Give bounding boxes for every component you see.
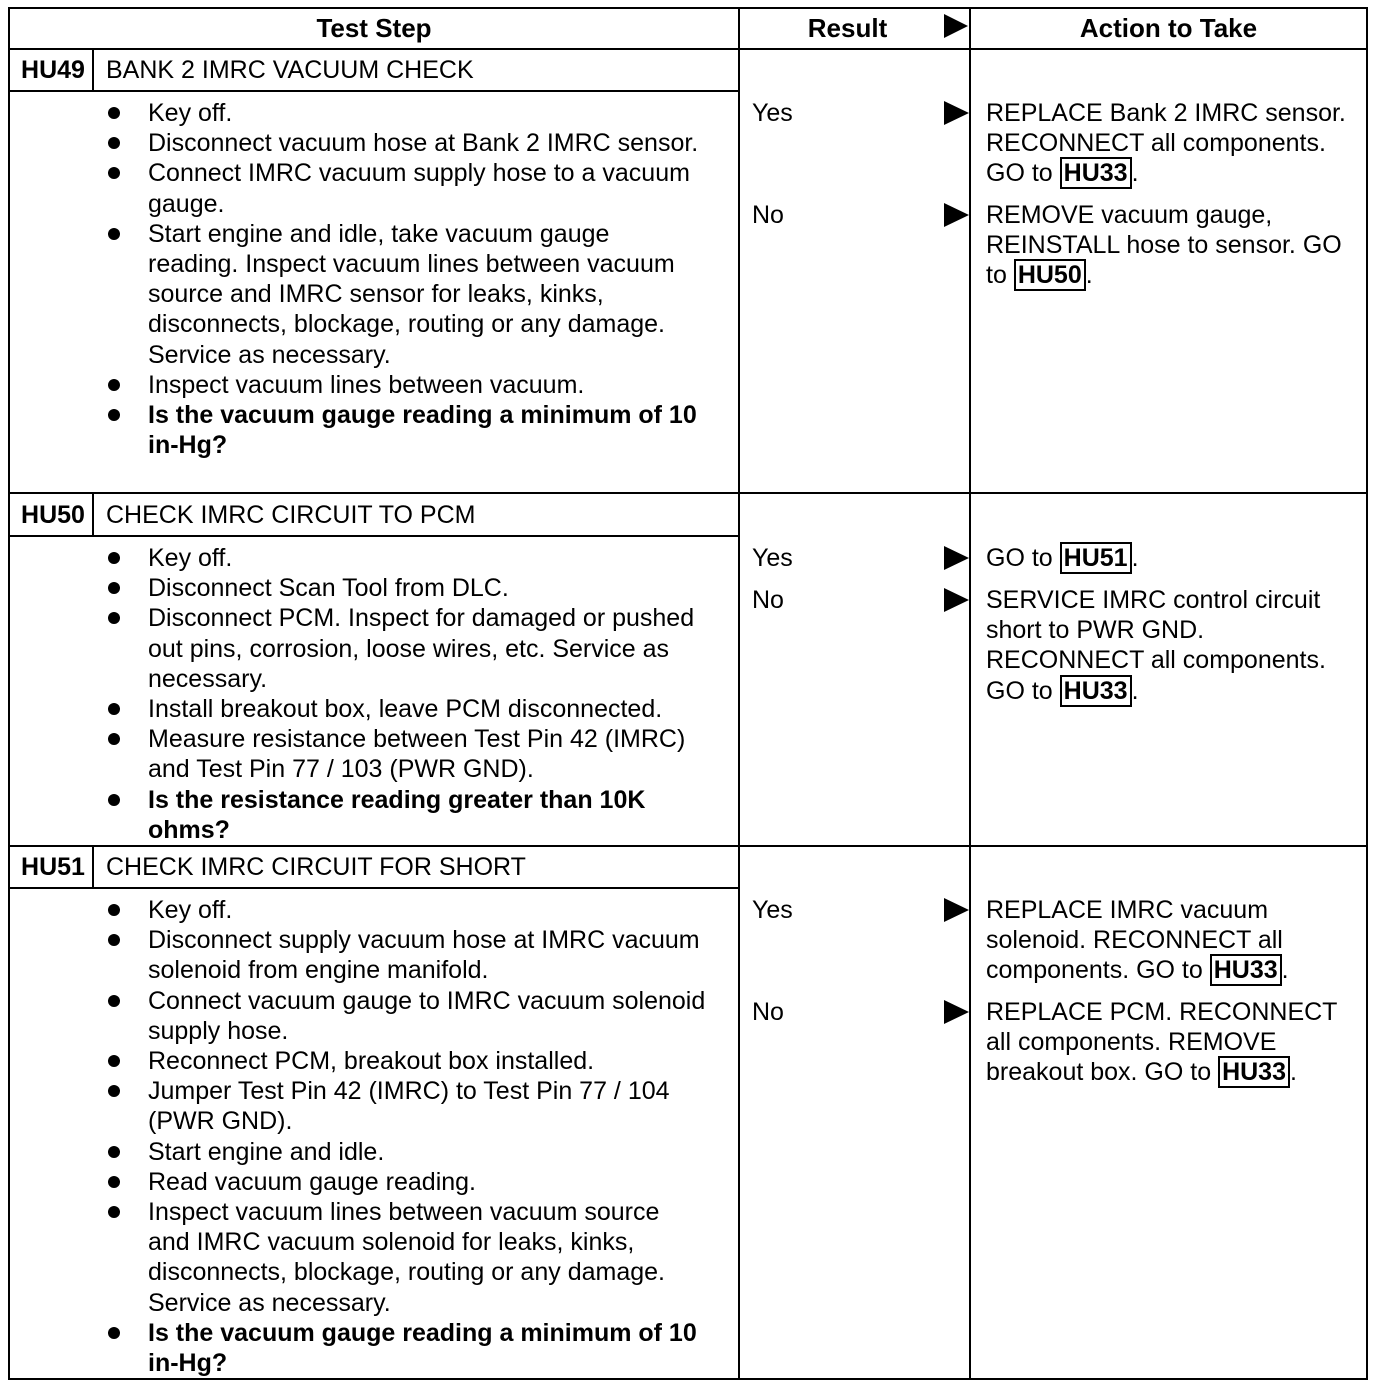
action-no xyxy=(986,200,1362,291)
action-text: REPLACE IMRC vacuum solenoid. RECONNECT all components. GO to xyxy=(986,896,1283,985)
step-question: Is the vacuum gauge reading a minimum of 10 in-Hg? xyxy=(106,1318,706,1378)
step-id: HU50 xyxy=(21,501,85,529)
arrow-right-icon xyxy=(944,14,968,38)
step-reference-link[interactable]: HU51 xyxy=(1060,542,1132,574)
action-text: SERVICE IMRC control circuit short to PWR GND. RECONNECT all components. GO to xyxy=(986,586,1326,705)
column-divider-action xyxy=(969,7,971,1380)
step-id-separator xyxy=(92,847,94,887)
action-text: REPLACE PCM. RECONNECT all components. REMOVE breakout box. GO to xyxy=(986,998,1337,1087)
table-border-bottom xyxy=(8,1378,1368,1380)
result-yes-label: Yes xyxy=(752,99,793,127)
step-title-underline xyxy=(8,887,738,889)
step-reference-link[interactable]: HU33 xyxy=(1210,954,1282,986)
instruction-item: Inspect vacuum lines between vacuum. xyxy=(106,370,706,400)
step-reference-link[interactable]: HU33 xyxy=(1060,157,1132,189)
table-border-right xyxy=(1366,7,1368,1380)
instruction-item: Start engine and idle, take vacuum gauge reading. Inspect vacuum lines between vacuum source and IMRC sensor for leaks, kinks, disconnects, blockage, routing or any damage. Service as necessary. xyxy=(106,219,706,370)
instruction-item: Key off. xyxy=(106,98,706,128)
action-yes xyxy=(986,98,1362,189)
action-end: . xyxy=(1085,261,1093,290)
result-yes-label: Yes xyxy=(752,544,793,572)
instruction-item: Disconnect Scan Tool from DLC. xyxy=(106,573,706,603)
instruction-item: Key off. xyxy=(106,895,706,925)
arrow-right-icon xyxy=(944,546,969,570)
step-title: CHECK IMRC CIRCUIT FOR SHORT xyxy=(106,853,526,881)
instruction-item: Disconnect PCM. Inspect for damaged or pushed out pins, corrosion, loose wires, etc. Service as necessary. xyxy=(106,603,706,694)
action-yes xyxy=(986,895,1362,986)
instruction-item: Disconnect vacuum hose at Bank 2 IMRC sensor. xyxy=(106,128,706,158)
action-no xyxy=(986,585,1362,706)
column-divider-result xyxy=(738,7,740,1380)
row-divider xyxy=(8,492,1368,494)
step-title-underline xyxy=(8,535,738,537)
step-question: Is the vacuum gauge reading a minimum of 10 in-Hg? xyxy=(106,400,706,460)
result-yes-label: Yes xyxy=(752,896,793,924)
instruction-item: Install breakout box, leave PCM disconnected. xyxy=(106,694,706,724)
action-text: REMOVE vacuum gauge, REINSTALL hose to sensor. GO to xyxy=(986,201,1342,290)
action-end: . xyxy=(1131,159,1139,188)
step-id-separator xyxy=(92,50,94,90)
action-end: . xyxy=(1281,956,1289,985)
step-question: Is the resistance reading greater than 10K ohms? xyxy=(106,785,706,845)
result-no-label: No xyxy=(752,998,784,1026)
step-id: HU51 xyxy=(21,853,85,881)
action-no xyxy=(986,997,1362,1088)
step-instructions xyxy=(106,98,706,460)
step-id: HU49 xyxy=(21,56,85,84)
instruction-item: Measure resistance between Test Pin 42 (IMRC) and Test Pin 77 / 103 (PWR GND). xyxy=(106,724,706,784)
action-end: . xyxy=(1131,544,1139,572)
instruction-item: Reconnect PCM, breakout box installed. xyxy=(106,1046,706,1076)
instruction-item: Disconnect supply vacuum hose at IMRC vacuum solenoid from engine manifold. xyxy=(106,925,706,985)
step-title: CHECK IMRC CIRCUIT TO PCM xyxy=(106,501,476,529)
step-title: BANK 2 IMRC VACUUM CHECK xyxy=(106,56,474,84)
table-border-left xyxy=(8,7,10,1380)
arrow-right-icon xyxy=(944,588,969,612)
instruction-item: Read vacuum gauge reading. xyxy=(106,1167,706,1197)
action-end: . xyxy=(1131,676,1139,705)
step-id-separator xyxy=(92,494,94,535)
arrow-right-icon xyxy=(944,1000,969,1024)
step-reference-link[interactable]: HU33 xyxy=(1060,675,1132,707)
result-no-label: No xyxy=(752,586,784,614)
action-text: REPLACE Bank 2 IMRC sensor. RECONNECT all components. GO to xyxy=(986,99,1346,188)
step-instructions xyxy=(106,895,706,1378)
step-instructions xyxy=(106,543,706,845)
result-no-label: No xyxy=(752,201,784,229)
column-header-result: Result xyxy=(807,13,888,43)
column-header-test-step: Test Step xyxy=(316,13,432,43)
column-header-action: Action to Take xyxy=(1079,13,1258,43)
action-end: . xyxy=(1290,1058,1297,1087)
instruction-item: Connect vacuum gauge to IMRC vacuum solenoid supply hose. xyxy=(106,986,706,1046)
arrow-right-icon xyxy=(944,898,969,922)
action-yes xyxy=(986,543,1362,573)
arrow-right-icon xyxy=(944,101,969,125)
step-reference-link[interactable]: HU50 xyxy=(1014,259,1086,291)
instruction-item: Inspect vacuum lines between vacuum source and IMRC vacuum solenoid for leaks, kinks, disconnects, blockage, routing or any damage. Service as necessary. xyxy=(106,1197,706,1318)
action-text: GO to xyxy=(986,544,1053,572)
arrow-right-icon xyxy=(944,203,969,227)
instruction-item: Jumper Test Pin 42 (IMRC) to Test Pin 77 / 104 (PWR GND). xyxy=(106,1076,706,1136)
instruction-item: Connect IMRC vacuum supply hose to a vacuum gauge. xyxy=(106,158,706,218)
instruction-item: Key off. xyxy=(106,543,706,573)
step-reference-link[interactable]: HU33 xyxy=(1218,1056,1290,1088)
instruction-item: Start engine and idle. xyxy=(106,1137,706,1167)
step-title-underline xyxy=(8,90,738,92)
